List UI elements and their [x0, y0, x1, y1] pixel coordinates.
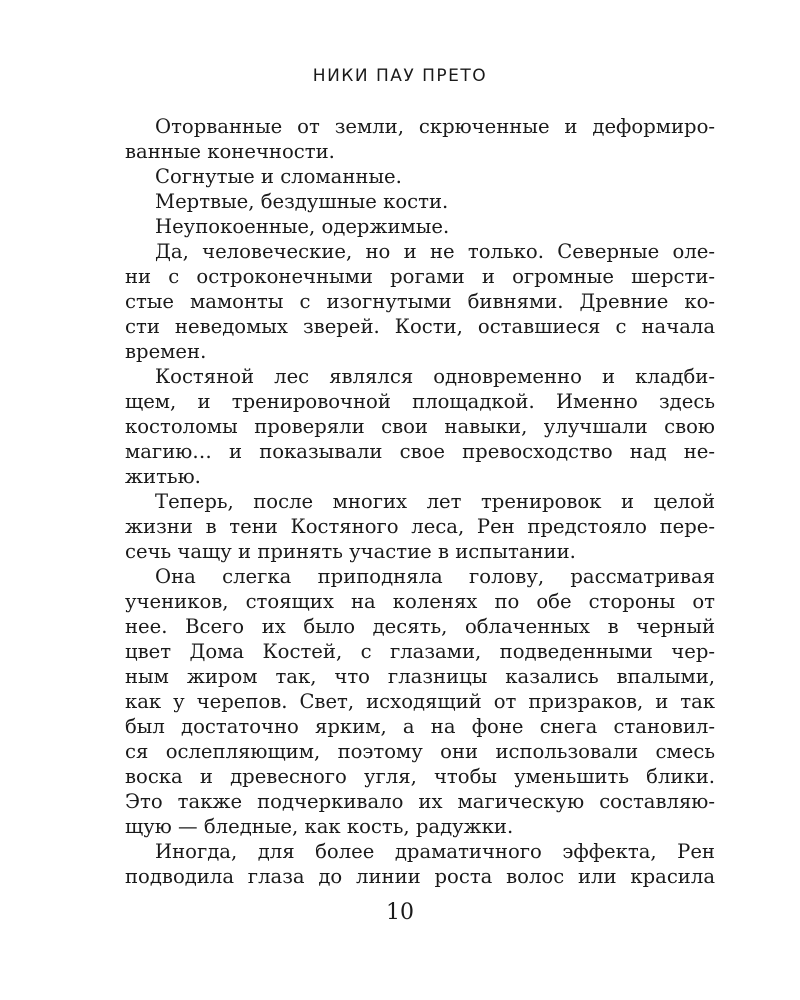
text-line: ся ослепляющим, поэтому они использовали смесь: [125, 740, 715, 763]
text-line: стые мамонты с изогнутыми бивнями. Древние ко-: [125, 290, 715, 313]
text-line: ванные конечности.: [125, 140, 335, 163]
page-number: 10: [386, 900, 414, 925]
text-line: времен.: [125, 340, 207, 363]
text-line: Неупокоенные, одержимые.: [155, 215, 450, 238]
text-line: магию… и показывали свое превосходство над не-: [125, 440, 715, 463]
text-line: ным жиром так, что глазницы казались впалыми,: [125, 665, 715, 688]
text-line: воска и древесного угля, чтобы уменьшить блики.: [125, 765, 715, 788]
text-line: Костяной лес являлся одновременно и кладби-: [155, 365, 715, 388]
text-line: цвет Дома Костей, с глазами, подведенными чер-: [125, 640, 715, 663]
text-line: как у черепов. Свет, исходящий от призраков, и так: [125, 690, 715, 713]
text-line: Мертвые, бездушные кости.: [155, 190, 449, 213]
text-line: был достаточно ярким, а на фоне снега становил-: [125, 715, 715, 738]
text-line: Иногда, для более драматичного эффекта, Рен: [155, 840, 715, 863]
text-line: ни с остроконечными рогами и огромные шерсти-: [125, 265, 715, 288]
text-line: Согнутые и сломанные.: [155, 165, 402, 188]
text-line: щем, и тренировочной площадкой. Именно здесь: [125, 390, 715, 413]
running-head: НИКИ ПАУ ПРЕТО: [312, 66, 488, 86]
text-line: Оторванные от земли, скрюченные и деформиро-: [155, 115, 715, 138]
text-line: Да, человеческие, но и не только. Северные оле-: [155, 240, 715, 263]
text-line: Теперь, после многих лет тренировок и целой: [155, 490, 715, 513]
text-line: сти неведомых зверей. Кости, оставшиеся с начала: [125, 315, 715, 338]
body-text: [125, 114, 715, 889]
text-line: костоломы проверяли свои навыки, улучшали свою: [125, 415, 715, 438]
text-line: Она слегка приподняла голову, рассматривая: [155, 565, 715, 588]
text-line: подводила глаза до линии роста волос или красила: [125, 865, 715, 888]
text-line: учеников, стоящих на коленях по обе стороны от: [125, 590, 715, 613]
text-line: сечь чащу и принять участие в испытании.: [125, 540, 576, 563]
text-line: нее. Всего их было десять, облаченных в черный: [125, 615, 715, 638]
text-line: щую — бледные, как кость, радужки.: [125, 815, 514, 838]
text-line: Это также подчеркивало их магическую составляю-: [125, 790, 715, 813]
text-line: житью.: [125, 465, 201, 488]
text-line: жизни в тени Костяного леса, Рен предстояло пере-: [125, 515, 715, 538]
